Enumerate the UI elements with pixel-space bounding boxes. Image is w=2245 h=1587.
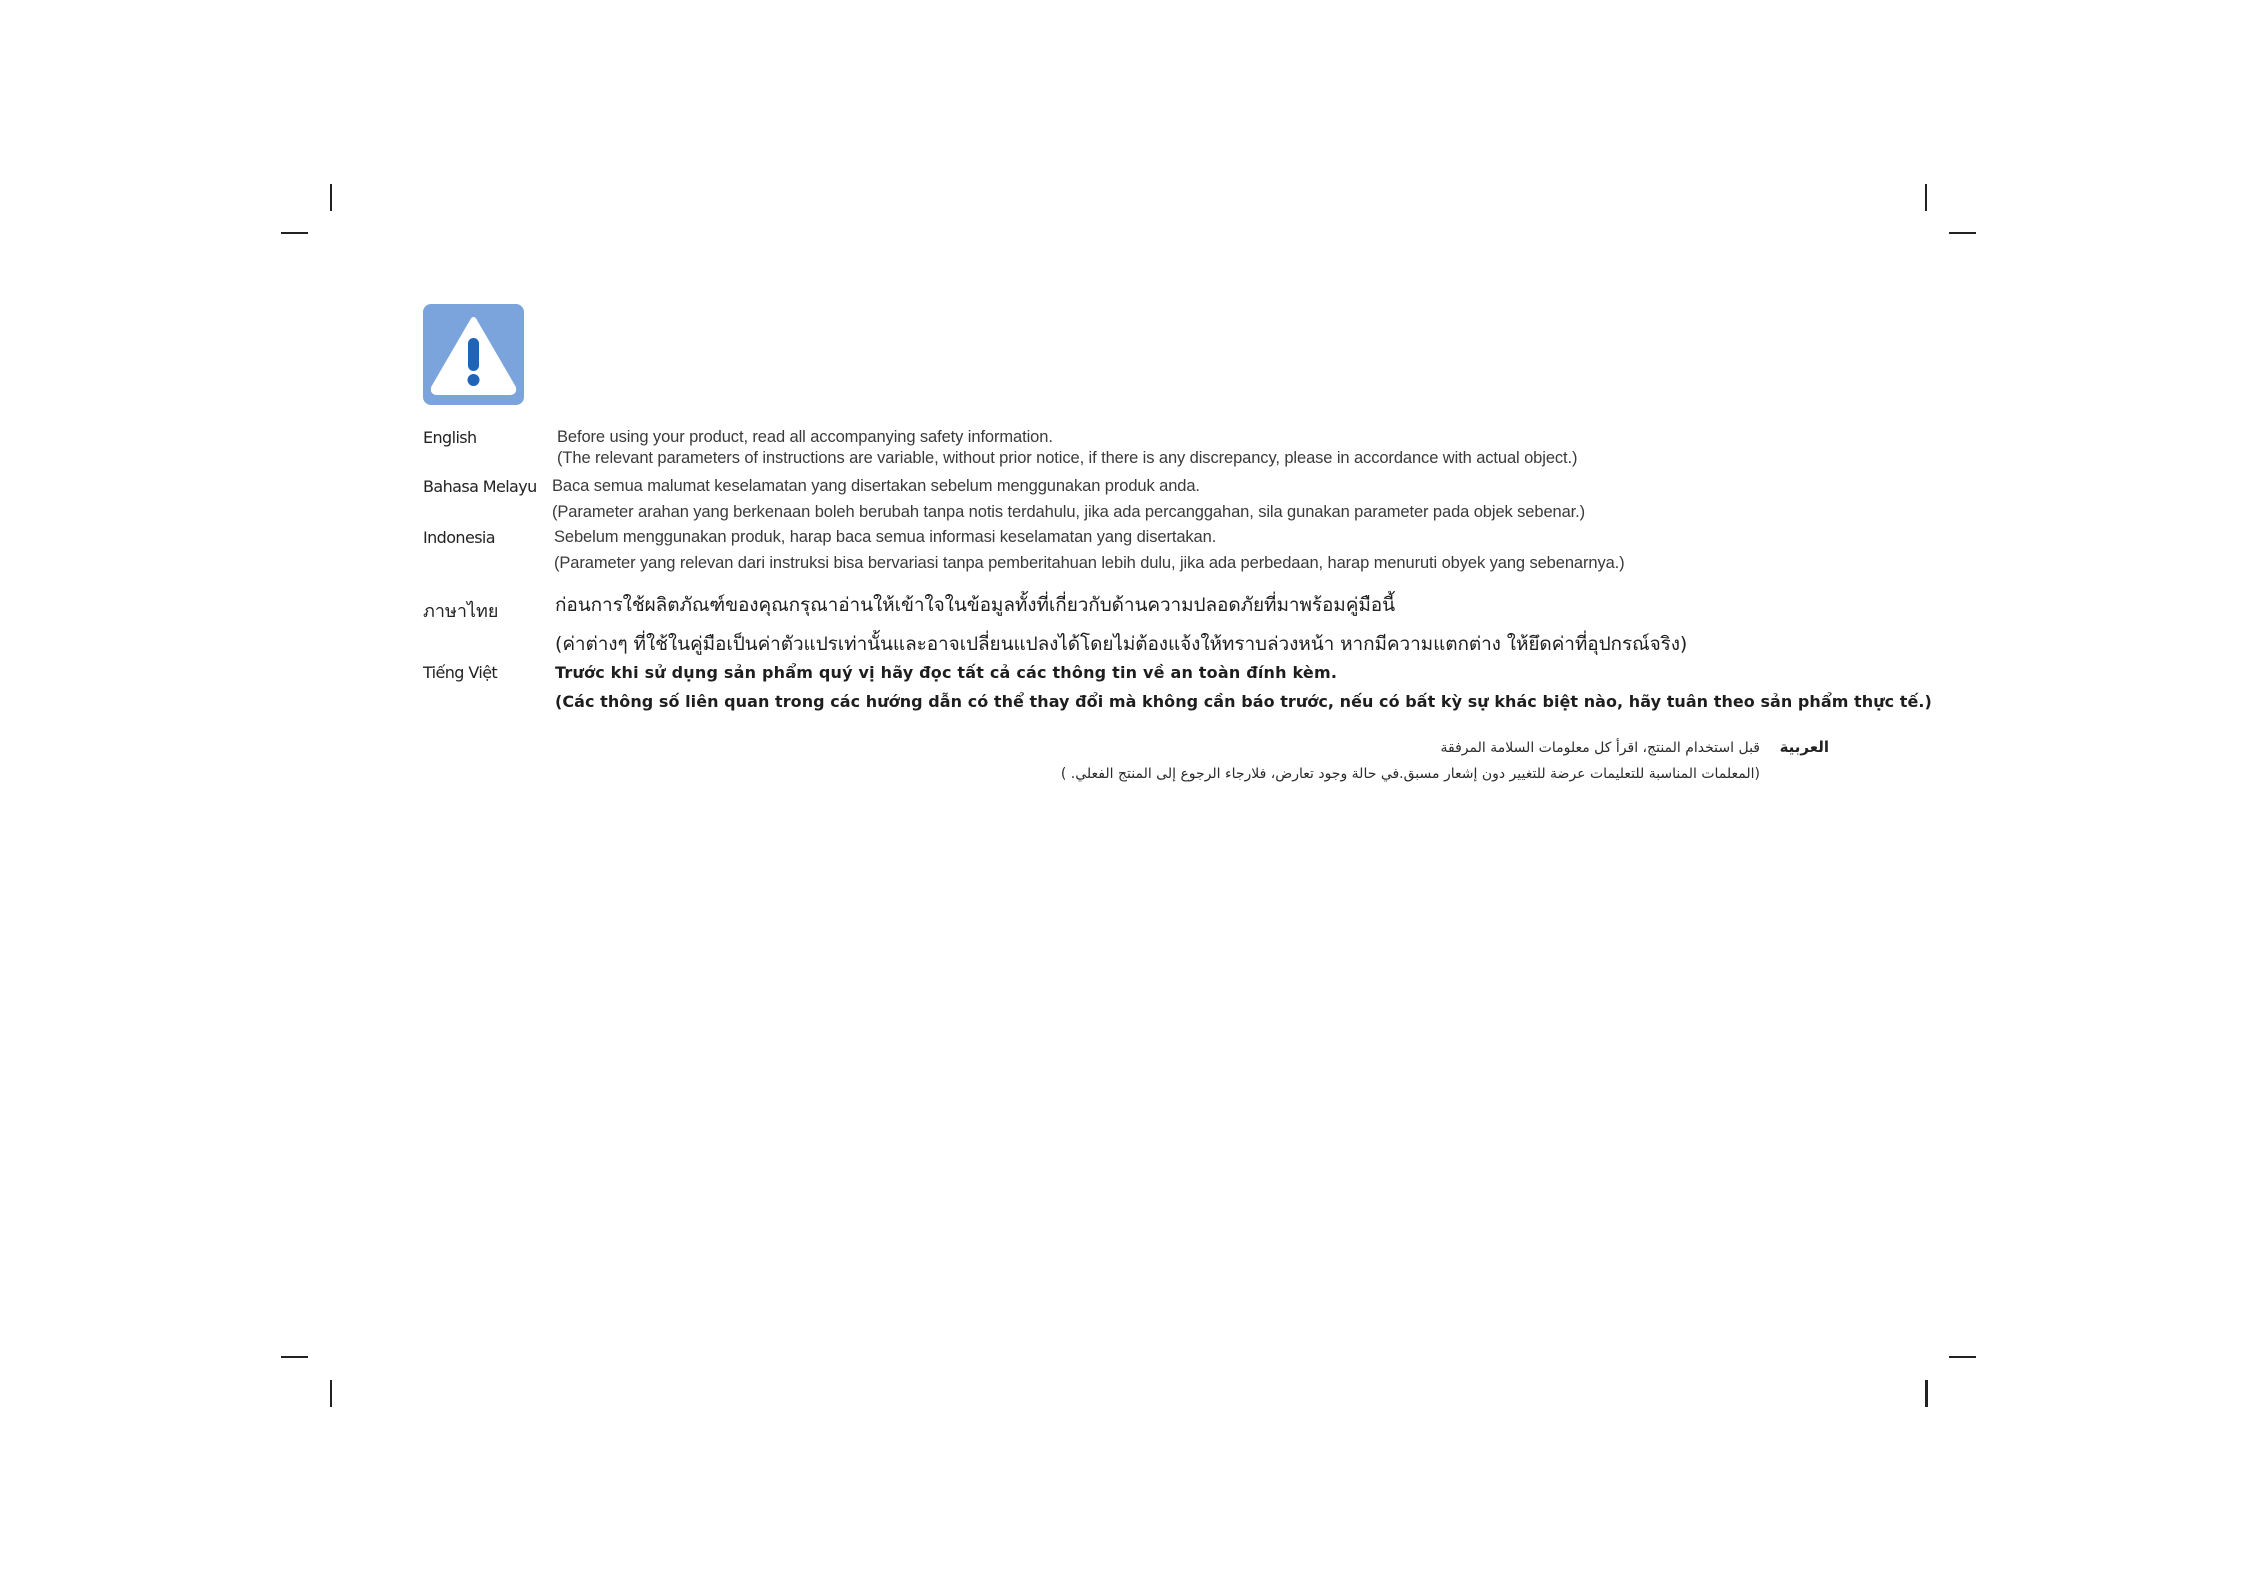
language-label-indonesia: Indonesia [423, 528, 495, 547]
english-line-2: (The relevant parameters of instructions are variable, without prior notice, if there is any discrepancy, please in accordance with actual object.) [557, 449, 1578, 467]
thai-line-2: (ค่าต่างๆ ที่ใช้ในคู่มือเป็นค่าตัวแปรเท่านั้นและอาจเปลี่ยนแปลงได้โดยไม่ต้องแจ้งให้ทราบล่วงหน้า หากมีความแตกต่าง ให้ยึดค่าที่อุปกรณ์จริง) [555, 633, 1688, 655]
language-label-vietnamese: Tiếng Việt [423, 663, 498, 682]
bahasa-melayu-line-1: Baca semua malumat keselamatan yang disertakan sebelum menggunakan produk anda. [552, 477, 1200, 495]
crop-mark [330, 1380, 332, 1407]
warning-icon [423, 304, 524, 405]
language-label-thai: ภาษาไทย [423, 601, 499, 622]
arabic-line-2: (المعلمات المناسبة للتعليمات عرضة للتغيير دون إشعار مسبق.في حالة وجود تعارض، فلارجاء الرجوع إلى المنتج الفعلي. ) [1060, 766, 1760, 782]
vietnamese-line-1: Trước khi sử dụng sản phẩm quý vị hãy đọc tất cả các thông tin về an toàn đính kèm. [555, 663, 1338, 682]
bahasa-melayu-line-2: (Parameter arahan yang berkenaan boleh berubah tanpa notis terdahulu, jika ada percanggahan, sila gunakan parameter pada objek sebenar.) [552, 503, 1586, 521]
crop-mark [1925, 1380, 1928, 1407]
crop-mark [330, 184, 332, 211]
indonesia-line-1: Sebelum menggunakan produk, harap baca semua informasi keselamatan yang disertakan. [554, 528, 1217, 546]
english-line-1: Before using your product, read all accompanying safety information. [557, 428, 1053, 446]
language-label-english: English [423, 428, 477, 447]
thai-line-1: ก่อนการใช้ผลิตภัณฑ์ของคุณกรุณาอ่านให้เข้าใจในข้อมูลทั้งที่เกี่ยวกับด้านความปลอดภัยที่มาพร้อมคู่มือนี้ [555, 594, 1395, 616]
arabic-line-1: قبل استخدام المنتج، اقرأ كل معلومات السلامة المرفقة [1440, 740, 1760, 756]
crop-mark [1925, 184, 1927, 211]
vietnamese-line-2: (Các thông số liên quan trong các hướng dẫn có thể thay đổi mà không cần báo trước, nếu có bất kỳ sự khác biệt nào, hãy tuân theo sản phẩm thực tế.) [555, 692, 1932, 711]
language-label-arabic: العربية [1779, 738, 1829, 756]
language-label-bahasa-melayu: Bahasa Melayu [423, 477, 537, 496]
crop-mark [1949, 232, 1976, 234]
crop-mark [281, 232, 308, 234]
crop-mark [1949, 1356, 1976, 1358]
crop-mark [281, 1356, 308, 1358]
indonesia-line-2: (Parameter yang relevan dari instruksi bisa bervariasi tanpa pemberitahuan lebih dulu, jika ada perbedaan, harap menuruti obyek yang sebenarnya.) [554, 554, 1625, 572]
